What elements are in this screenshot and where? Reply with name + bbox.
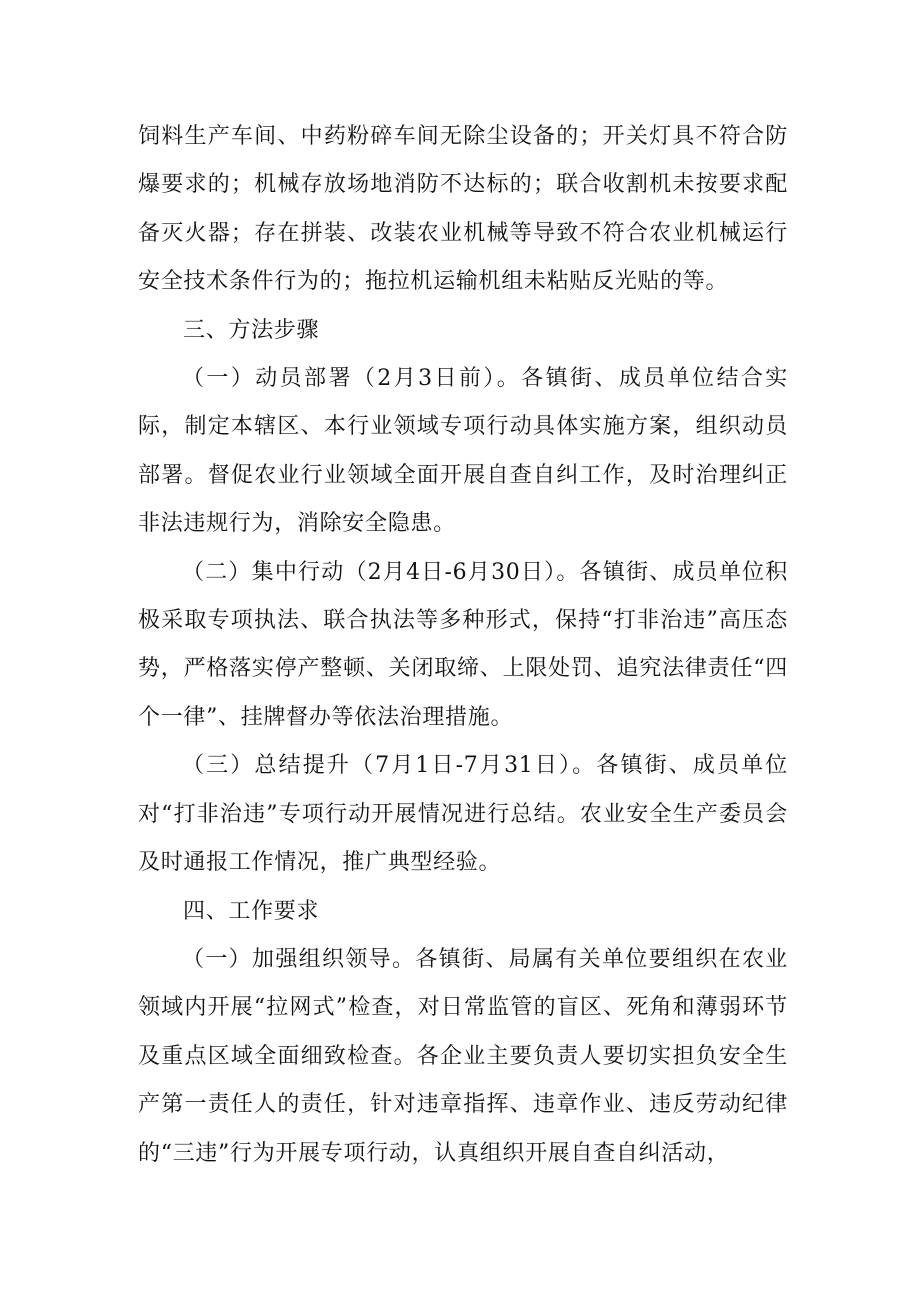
document-body (138, 113, 788, 1178)
paragraph-mobilization: （一）动员部署（2月3日前）。各镇街、成员单位结合实际，制定本辖区、本行业领域专项行动具体实施方案，组织动员部署。督促农业行业领域全面开展自查自纠工作，及时治理纠正非法违规行为，消除安全隐患。 (138, 366, 788, 537)
section-heading-method-steps: 三、方法步骤 (183, 317, 320, 343)
paragraph-centralized-action: （二）集中行动（2月4日-6月30日）。各镇街、成员单位积极采取专项执法、联合执法等多种形式，保持“打非治违”高压态势，严格落实停产整顿、关闭取缔、上限处罚、追究法律责任“四个一律”、挂牌督办等依法治理措施。 (138, 559, 788, 730)
section-heading-work-requirements: 四、工作要求 (183, 898, 320, 924)
paragraph-organization-leadership: （一）加强组织领导。各镇街、局属有关单位要组织在农业领域内开展“拉网式”检查，对日常监管的盲区、死角和薄弱环节及重点区域全面细致检查。各企业主要负责人要切实担负安全生产第一责任人的责任，针对违章指挥、违章作业、违反劳动纪律的“三违”行为开展专项行动，认真组织开展自查自纠活动， (138, 946, 788, 1166)
paragraph-continuation: 饲料生产车间、中药粉碎车间无除尘设备的；开关灯具不符合防爆要求的；机械存放场地消防不达标的；联合收割机未按要求配备灭火器；存在拼装、改装农业机械等导致不符合农业机械运行安全技术条件行为的；拖拉机运输机组未粘贴反光贴的等。 (138, 124, 788, 295)
paragraph-summary: （三）总结提升（7月1日-7月31日）。各镇街、成员单位对“打非治违”专项行动开展情况进行总结。农业安全生产委员会及时通报工作情况，推广典型经验。 (138, 753, 788, 876)
